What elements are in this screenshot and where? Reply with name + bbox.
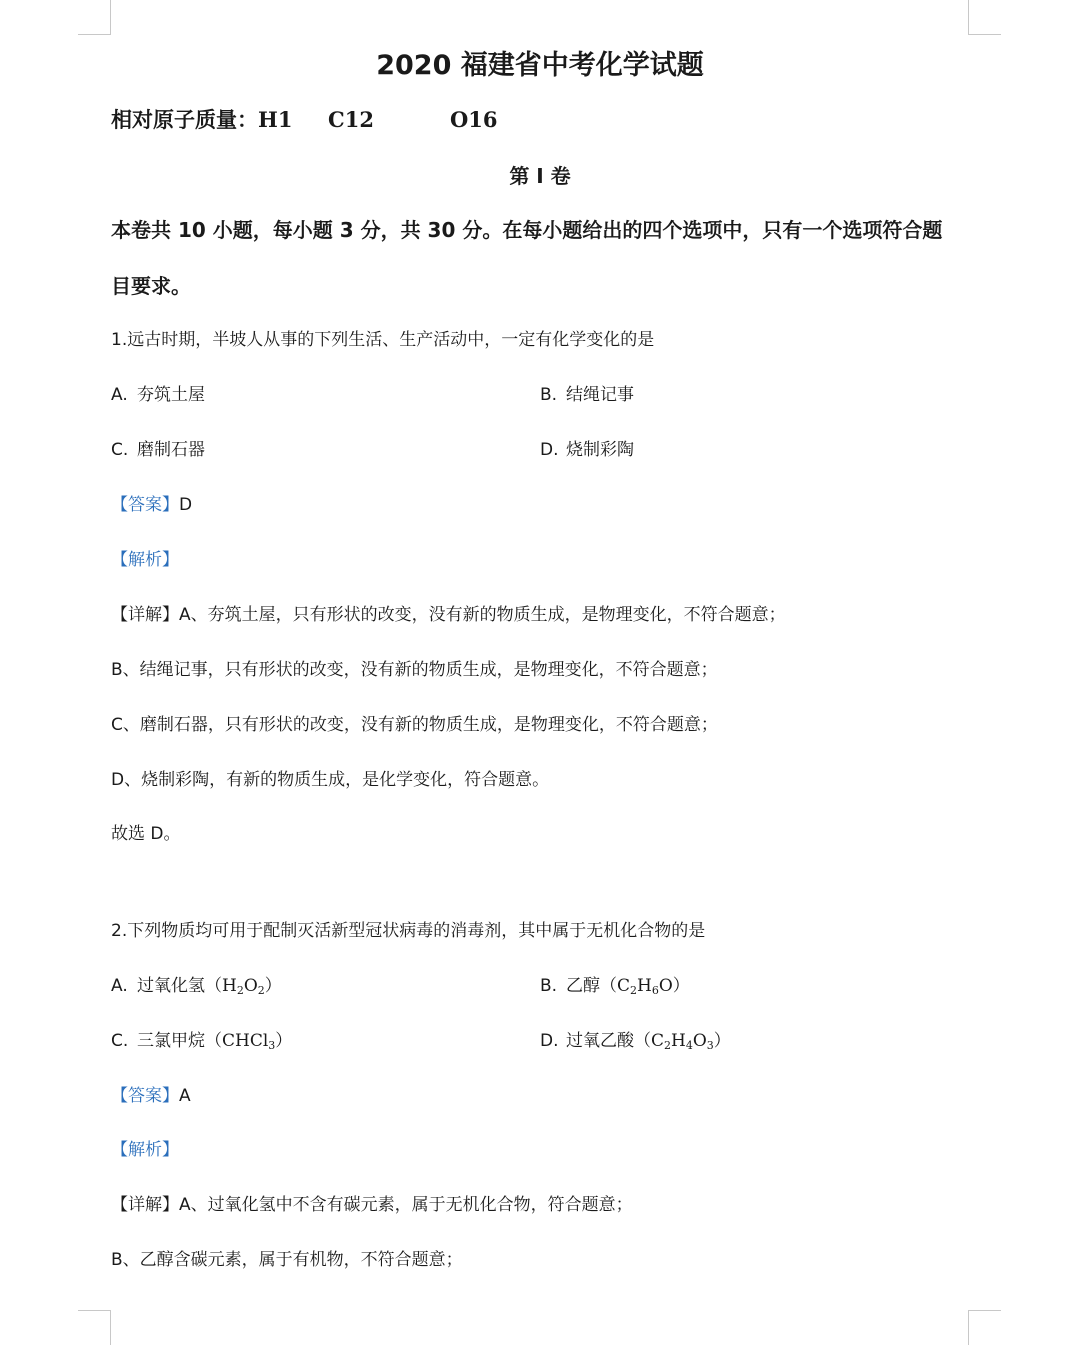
q1-answer-label: 【答案】	[111, 495, 179, 515]
q2-option-c-paren-open: （	[205, 1031, 222, 1051]
formula-part: O	[692, 1031, 707, 1051]
q2-option-c-paren-close: ）	[275, 1031, 293, 1051]
q1-answer-value: D	[179, 495, 193, 515]
q1-option-c-letter: C.	[111, 440, 129, 460]
q2-analysis-label: 【解析】	[111, 1140, 179, 1160]
instructions-line-2: 目要求。	[111, 274, 191, 298]
atomic-mass-line	[111, 108, 498, 132]
q2-option-a-formula	[222, 976, 265, 996]
q1-option-b-letter: B.	[540, 385, 558, 405]
crop-mark-bottom-left	[78, 1310, 111, 1345]
q2-option-c-name: 三氯甲烷	[137, 1031, 205, 1051]
q1-detail-line-3: C、磨制石器，只有形状的改变，没有新的物质生成，是物理变化，不符合题意；	[111, 715, 718, 735]
atomic-mass-label: 相对原子质量：	[111, 107, 258, 132]
formula-part: CHCl	[222, 1031, 269, 1051]
q1-option-d-text: 烧制彩陶	[566, 440, 634, 460]
q1-option-b-text: 结绳记事	[566, 385, 634, 405]
q2-detail-line-2: B、乙醇含碳元素，属于有机物，不符合题意；	[111, 1250, 463, 1270]
formula-part: C	[617, 976, 631, 996]
q2-option-d-paren-close: ）	[713, 1031, 731, 1051]
q1-detail-line-1: 【详解】A、夯筑土屋，只有形状的改变，没有新的物质生成，是物理变化，不符合题意；	[111, 605, 786, 625]
formula-subscript: 2	[236, 984, 244, 997]
q1-stem: 1.远古时期，半坡人从事的下列生活、生产活动中，一定有化学变化的是	[111, 330, 655, 350]
q1-conclusion: 故选 D。	[111, 824, 181, 844]
crop-mark-top-left	[78, 0, 111, 35]
formula-subscript: 4	[685, 1039, 693, 1052]
document-title: 2020 福建省中考化学试题	[376, 50, 704, 81]
atomic-mass-h: H1	[258, 107, 293, 132]
formula-part: H	[222, 976, 237, 996]
q1-answer	[111, 493, 192, 517]
q2-option-c	[111, 1029, 292, 1053]
q2-option-a-name: 过氧化氢	[137, 976, 205, 996]
q1-option-c-text: 磨制石器	[137, 440, 205, 460]
q1-option-b	[540, 383, 634, 407]
q2-option-b-formula	[617, 976, 673, 996]
q2-answer-value: A	[179, 1086, 191, 1106]
q1-detail-line-2: B、结绳记事，只有形状的改变，没有新的物质生成，是物理变化，不符合题意；	[111, 660, 718, 680]
q2-answer-label: 【答案】	[111, 1086, 179, 1106]
q2-option-b-paren-open: （	[600, 976, 617, 996]
formula-subscript: 2	[257, 984, 265, 997]
q1-option-d-letter: D.	[540, 440, 559, 460]
formula-part: H	[637, 976, 652, 996]
formula-subscript: 3	[706, 1039, 714, 1052]
formula-subscript: 2	[664, 1039, 672, 1052]
q2-option-a-paren-close: ）	[264, 976, 282, 996]
q2-option-d	[540, 1029, 731, 1053]
q1-option-a-text: 夯筑土屋	[137, 385, 205, 405]
q2-option-c-formula	[222, 1031, 275, 1051]
q1-analysis-label: 【解析】	[111, 550, 179, 570]
q2-option-b-name: 乙醇	[566, 976, 600, 996]
formula-part: C	[651, 1031, 665, 1051]
q2-option-a-letter: A.	[111, 976, 128, 996]
q1-option-d	[540, 438, 634, 462]
formula-subscript: 2	[630, 984, 638, 997]
instructions-line-1: 本卷共 10 小题，每小题 3 分，共 30 分。在每小题给出的四个选项中，只有一个选项符合题	[111, 218, 943, 242]
crop-mark-bottom-right	[968, 1310, 1001, 1345]
formula-part: O	[658, 976, 673, 996]
q2-detail-line-1: 【详解】A、过氧化氢中不含有碳元素，属于无机化合物，符合题意；	[111, 1195, 633, 1215]
q2-option-d-letter: D.	[540, 1031, 559, 1051]
q1-detail-line-4: D、烧制彩陶，有新的物质生成，是化学变化，符合题意。	[111, 770, 550, 790]
crop-mark-top-right	[968, 0, 1001, 35]
atomic-mass-c: C12	[328, 107, 374, 132]
q2-option-b-paren-close: ）	[672, 976, 690, 996]
formula-subscript: 3	[268, 1039, 276, 1052]
volume-title: 第 I 卷	[509, 164, 571, 188]
q1-option-a	[111, 383, 205, 407]
formula-part: H	[671, 1031, 686, 1051]
q2-option-c-letter: C.	[111, 1031, 129, 1051]
formula-part: O	[243, 976, 258, 996]
q1-option-a-letter: A.	[111, 385, 128, 405]
q2-option-b	[540, 974, 690, 998]
q2-option-b-letter: B.	[540, 976, 558, 996]
q2-option-d-paren-open: （	[634, 1031, 651, 1051]
q1-option-c	[111, 438, 205, 462]
q2-option-d-formula	[651, 1031, 714, 1051]
q2-option-d-name: 过氧乙酸	[566, 1031, 634, 1051]
q2-option-a-paren-open: （	[205, 976, 222, 996]
q2-option-a	[111, 974, 282, 998]
atomic-mass-o: O16	[450, 107, 498, 132]
formula-subscript: 6	[651, 984, 659, 997]
q2-answer	[111, 1084, 191, 1108]
q2-stem: 2.下列物质均可用于配制灭活新型冠状病毒的消毒剂，其中属于无机化合物的是	[111, 921, 706, 941]
